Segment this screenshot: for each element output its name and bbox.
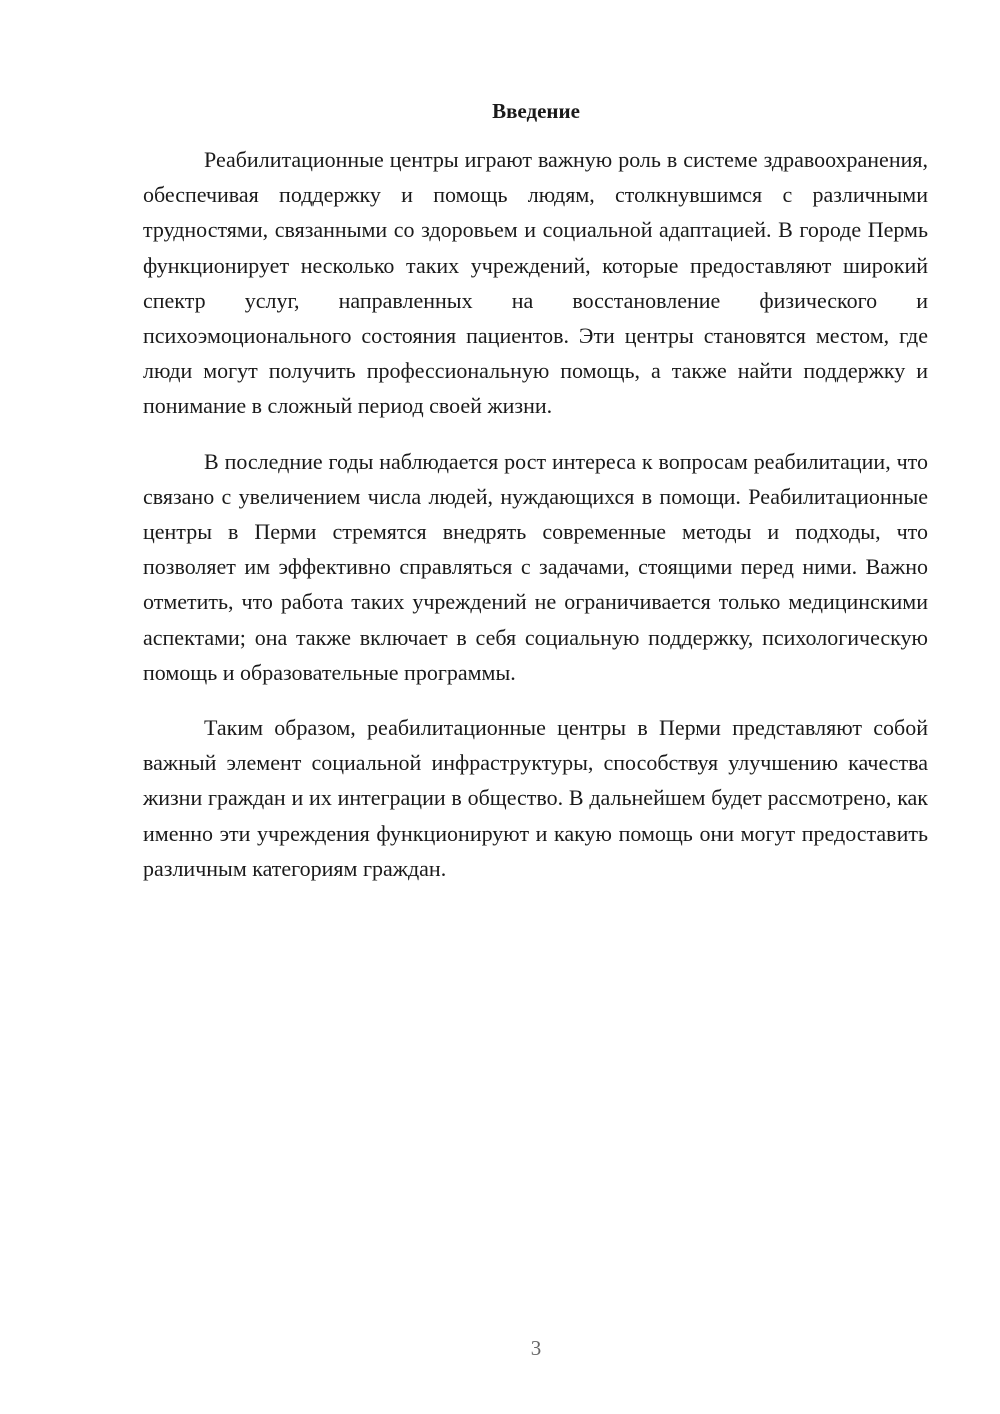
page-number: 3 [530,1336,542,1360]
paragraph-3: Таким образом, реабилитационные центры в Перми представляют собой важный элемент социальной инфраструктуры, способствуя улучшению качества жизни граждан и их интеграции в общество. В дальнейшем будет рассмотрено, как именно эти учреждения функционируют и какую помощь они могут предоставить различным категориям граждан. [143,715,928,881]
body-text [143,142,928,906]
paragraph-1: Реабилитационные центры играют важную роль в системе здравоохранения, обеспечивая поддержку и помощь людям, столкнувшимся с различными трудностями, связанными со здоровьем и социальной адаптацией. В городе Пермь функционирует несколько таких учреждений, которые предоставляют широкий спектр услуг, направленных на восстановление физического и психоэмоционального состояния пациентов. Эти центры становятся местом, где люди могут получить профессиональную помощь, а также найти поддержку и понимание в сложный период своей жизни. [143,147,928,419]
paragraph-2: В последние годы наблюдается рост интереса к вопросам реабилитации, что связано с увеличением числа людей, нуждающихся в помощи. Реабилитационные центры в Перми стремятся внедрять современные методы и подходы, что позволяет им эффективно справляться с задачами, стоящими перед ними. Важно отметить, что работа таких учреждений не ограничивается только медицинскими аспектами; она также включает в себя социальную поддержку, психологическую помощь и образовательные программы. [143,448,928,685]
section-heading: Введение [492,99,580,123]
